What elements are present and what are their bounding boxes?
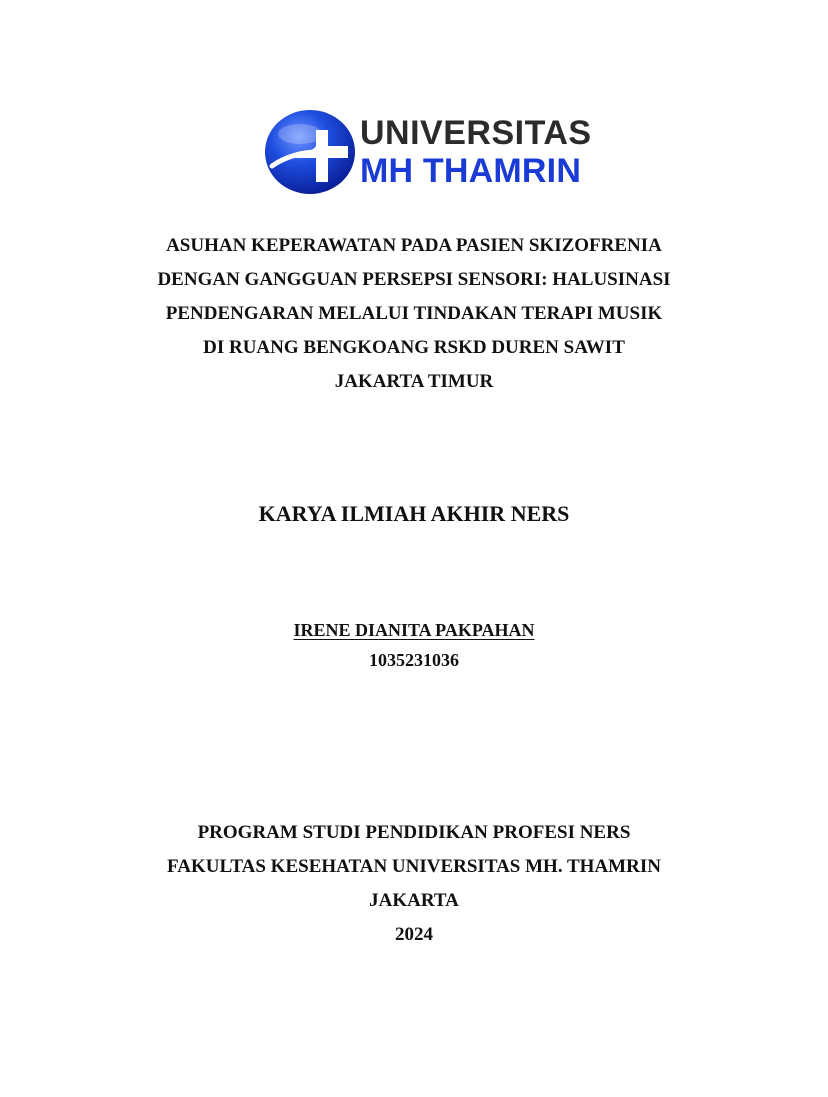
author-name: IRENE DIANITA PAKPAHAN	[293, 620, 535, 640]
faculty-name: FAKULTAS KESEHATAN UNIVERSITAS MH. THAMRIN	[167, 856, 661, 877]
document-title	[0, 229, 828, 399]
title-line: ASUHAN KEPERAWATAN PADA PASIEN SKIZOFRENIA	[166, 235, 662, 256]
title-line: JAKARTA TIMUR	[334, 371, 494, 392]
institution-block	[0, 816, 828, 952]
document-genre: KARYA ILMIAH AKHIR NERS	[258, 501, 570, 526]
title-line: PENDENGARAN MELALUI TINDAKAN TERAPI MUSIK	[165, 303, 663, 324]
author-nim: 1035231036	[369, 650, 459, 670]
logo-line-universitas: UNIVERSITAS	[360, 114, 592, 152]
city: JAKARTA	[369, 890, 459, 911]
logo-line-mh-thamrin: MH THAMRIN	[360, 152, 582, 190]
program-name: PROGRAM STUDI PENDIDIKAN PROFESI NERS	[197, 822, 631, 843]
year: 2024	[395, 924, 433, 945]
logo-wordmark	[360, 116, 592, 188]
title-line: DI RUANG BENGKOANG RSKD DUREN SAWIT	[203, 337, 625, 358]
university-logo	[264, 108, 604, 198]
title-line: DENGAN GANGGUAN PERSEPSI SENSORI: HALUSINASI	[157, 269, 671, 290]
university-emblem-plus-icon	[264, 108, 356, 196]
author-block	[0, 615, 828, 675]
